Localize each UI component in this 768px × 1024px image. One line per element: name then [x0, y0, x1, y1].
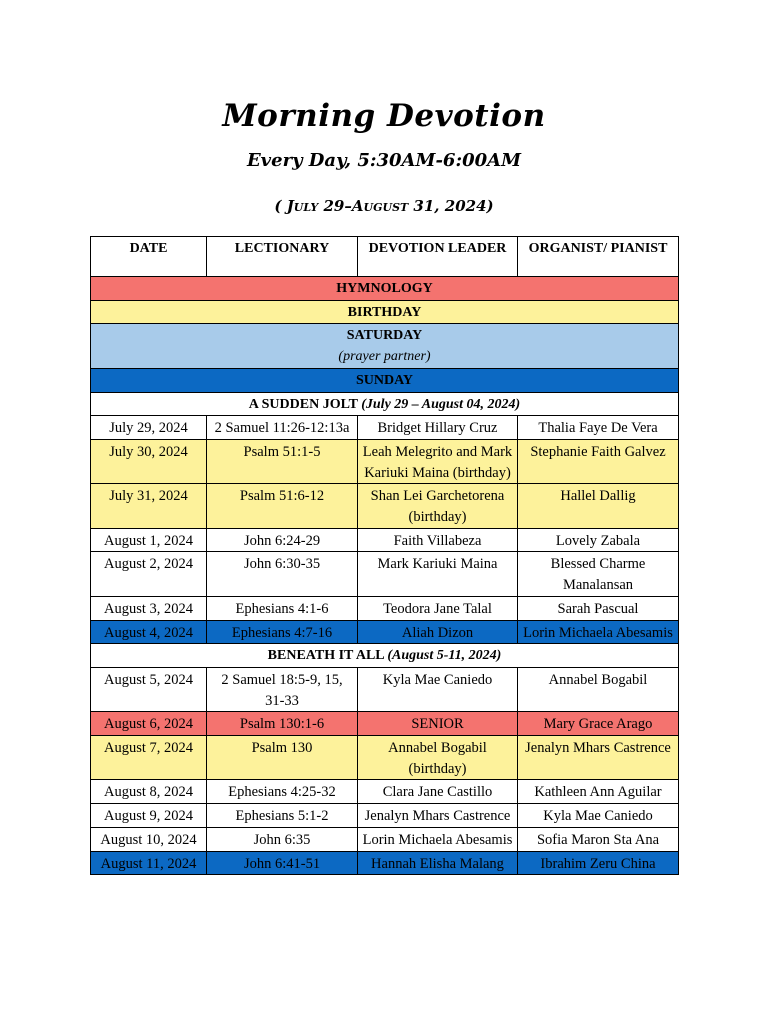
table-row [91, 827, 679, 851]
cell-leader: Aliah Dizon [358, 620, 518, 644]
table-row [91, 667, 679, 711]
cell-date: August 3, 2024 [91, 596, 207, 620]
date-range: ( July 29–August 31, 2024) [274, 197, 494, 215]
legend-sunday-label: SUNDAY [91, 368, 679, 392]
cell-lectionary: Ephesians 4:7-16 [207, 620, 358, 644]
legend-sunday [91, 368, 679, 392]
legend-hymnology-label: HYMNOLOGY [91, 277, 679, 301]
cell-lectionary: Ephesians 4:25-32 [207, 780, 358, 804]
table-row [91, 596, 679, 620]
cell-lectionary: John 6:41-51 [207, 851, 358, 875]
cell-lectionary: Psalm 51:1-5 [207, 439, 358, 483]
header-row [91, 237, 679, 277]
cell-organist: Sofia Maron Sta Ana [518, 827, 679, 851]
cell-lectionary: 2 Samuel 11:26-12:13a [207, 416, 358, 440]
table-row [91, 528, 679, 552]
cell-leader: Jenalyn Mhars Castrence [358, 804, 518, 828]
cell-leader: Kyla Mae Caniedo [358, 667, 518, 711]
cell-date: August 9, 2024 [91, 804, 207, 828]
cell-date: August 4, 2024 [91, 620, 207, 644]
table-row [91, 804, 679, 828]
legend-saturday-label: SATURDAY [346, 328, 423, 344]
legend-birthday [91, 300, 679, 324]
column-header-leader: DEVOTION LEADER [358, 237, 518, 277]
column-header-organist: ORGANIST/ PIANIST [518, 237, 679, 277]
table-row [91, 851, 679, 875]
week-header-row [91, 644, 679, 668]
table-row [91, 712, 679, 736]
legend-saturday-note: (prayer partner) [338, 349, 431, 365]
week-title: A SUDDEN JOLT [248, 396, 358, 412]
cell-organist: Ibrahim Zeru China [518, 851, 679, 875]
column-header-date: DATE [91, 237, 207, 277]
cell-organist: Hallel Dallig [518, 484, 679, 528]
table-row [91, 484, 679, 528]
cell-organist: Stephanie Faith Galvez [518, 439, 679, 483]
table-row [91, 439, 679, 483]
cell-date: August 11, 2024 [91, 851, 207, 875]
table-row [91, 552, 679, 596]
cell-lectionary: John 6:30-35 [207, 552, 358, 596]
table-row [91, 416, 679, 440]
cell-date: August 5, 2024 [91, 667, 207, 711]
cell-organist: Kathleen Ann Aguilar [518, 780, 679, 804]
cell-lectionary: Psalm 51:6-12 [207, 484, 358, 528]
cell-organist: Kyla Mae Caniedo [518, 804, 679, 828]
cell-date: August 6, 2024 [91, 712, 207, 736]
cell-organist: Lorin Michaela Abesamis [518, 620, 679, 644]
cell-date: August 1, 2024 [91, 528, 207, 552]
week-header [91, 392, 679, 416]
cell-date: August 10, 2024 [91, 827, 207, 851]
schedule-table [90, 236, 679, 875]
table-row [91, 620, 679, 644]
legend-saturday [91, 324, 679, 368]
table-row [91, 736, 679, 780]
cell-organist: Mary Grace Arago [518, 712, 679, 736]
cell-leader: Hannah Elisha Malang [358, 851, 518, 875]
cell-leader: Shan Lei Garchetorena (birthday) [358, 484, 518, 528]
cell-lectionary: Ephesians 5:1-2 [207, 804, 358, 828]
legend-birthday-label: BIRTHDAY [91, 300, 679, 324]
cell-lectionary: Psalm 130 [207, 736, 358, 780]
cell-lectionary: 2 Samuel 18:5-9, 15, 31-33 [207, 667, 358, 711]
cell-lectionary: John 6:24-29 [207, 528, 358, 552]
week-header [91, 644, 679, 668]
cell-date: August 7, 2024 [91, 736, 207, 780]
cell-date: July 29, 2024 [91, 416, 207, 440]
cell-leader: Faith Villabeza [358, 528, 518, 552]
cell-date: July 31, 2024 [91, 484, 207, 528]
cell-organist: Annabel Bogabil [518, 667, 679, 711]
schedule-subtitle: Every Day, 5:30AM-6:00AM [246, 150, 522, 171]
cell-leader: Lorin Michaela Abesamis [358, 827, 518, 851]
cell-date: July 30, 2024 [91, 439, 207, 483]
cell-date: August 2, 2024 [91, 552, 207, 596]
cell-leader: Teodora Jane Talal [358, 596, 518, 620]
week-dates: (August 5-11, 2024) [387, 648, 502, 664]
cell-lectionary: John 6:35 [207, 827, 358, 851]
cell-date: August 8, 2024 [91, 780, 207, 804]
cell-organist: Lovely Zabala [518, 528, 679, 552]
cell-organist: Sarah Pascual [518, 596, 679, 620]
cell-leader: SENIOR [358, 712, 518, 736]
cell-leader: Mark Kariuki Maina [358, 552, 518, 596]
table-row [91, 780, 679, 804]
cell-leader: Leah Melegrito and Mark Kariuki Maina (birthday) [358, 439, 518, 483]
page-title: Morning Devotion [222, 98, 546, 134]
cell-lectionary: Ephesians 4:1-6 [207, 596, 358, 620]
week-dates: (July 29 – August 04, 2024) [361, 396, 521, 412]
legend-saturday-cell [91, 324, 679, 368]
week-header-row [91, 392, 679, 416]
cell-leader: Clara Jane Castillo [358, 780, 518, 804]
column-header-lectionary: LECTIONARY [207, 237, 358, 277]
cell-leader: Annabel Bogabil (birthday) [358, 736, 518, 780]
cell-lectionary: Psalm 130:1-6 [207, 712, 358, 736]
legend-hymnology [91, 277, 679, 301]
cell-organist: Thalia Faye De Vera [518, 416, 679, 440]
cell-organist: Blessed Charme Manalansan [518, 552, 679, 596]
week-title: BENEATH IT ALL [267, 648, 384, 664]
cell-leader: Bridget Hillary Cruz [358, 416, 518, 440]
cell-organist: Jenalyn Mhars Castrence [518, 736, 679, 780]
